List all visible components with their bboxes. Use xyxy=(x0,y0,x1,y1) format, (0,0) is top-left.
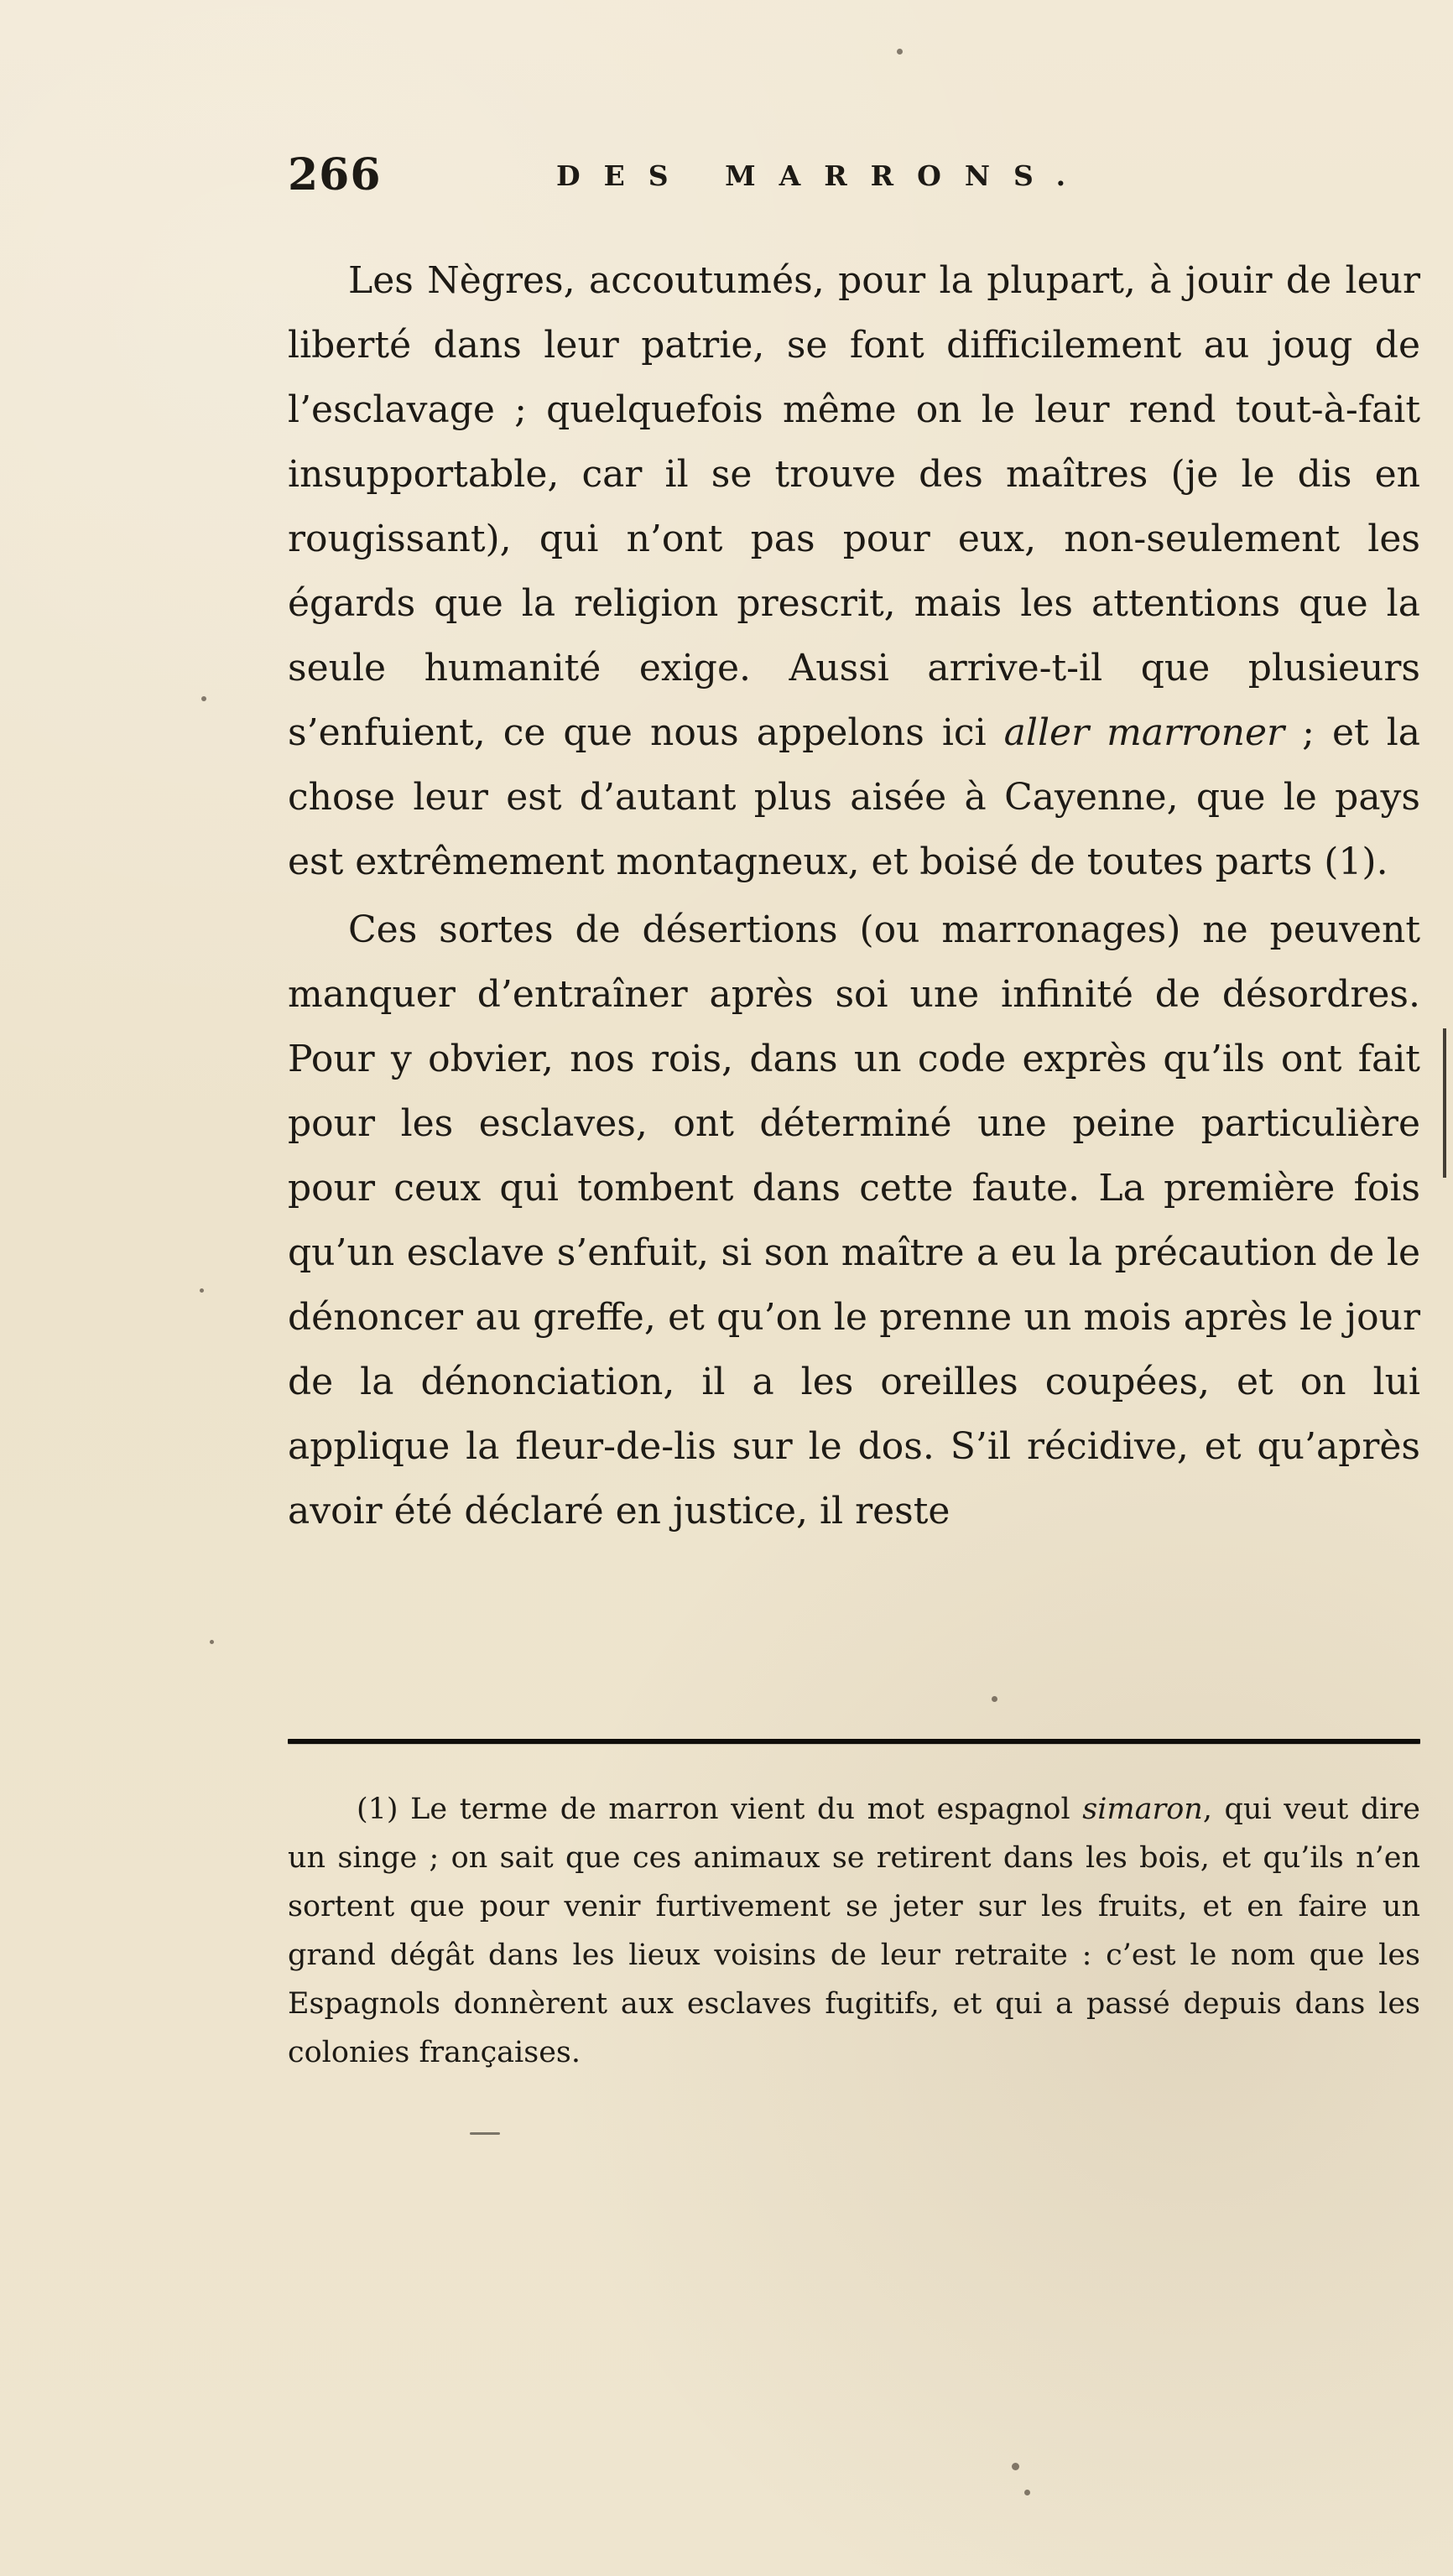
speck-mark xyxy=(897,49,903,55)
main-text xyxy=(288,248,1420,1543)
speck-mark xyxy=(200,1288,204,1293)
footnote-text-before: (1) Le terme de marron vient du mot espagnol xyxy=(357,1793,1083,1826)
speck-mark xyxy=(992,1696,997,1702)
small-rule-mark xyxy=(470,2132,500,2135)
speck-mark xyxy=(201,696,206,701)
page-number: 266 xyxy=(288,149,382,200)
edge-mark xyxy=(1443,1028,1446,1178)
paragraph-1-text-before: Les Nègres, accoutumés, pour la plupart, à jouir de leur liberté dans leur patrie, se font difficilement au joug de l’esclavage ; quelquefois même on le leur rend tout-à-fait insupportable, car il se trouve des maîtres (je le dis en rougissant), qui n’ont pas pour eux, non-seulement les égards que la religion prescrit, mais les attentions que la seule humanité exige. Aussi arrive-t-il que plusieurs s’enfuient, ce que nous appelons ici xyxy=(288,259,1420,754)
footnote-rule xyxy=(288,1739,1420,1744)
paragraph-1-text-after: ; et la chose leur est d’autant plus aisée à Cayenne, que le pays est extrêmement montagneux, et boisé de toutes parts (1). xyxy=(288,711,1420,883)
speck-mark xyxy=(210,1640,214,1644)
running-title: DES MARRONS. xyxy=(556,159,1090,192)
footnote xyxy=(288,1785,1420,2077)
footnote-text-after: , qui veut dire un singe ; on sait que ces animaux se retirent dans les bois, et qu’ils n’en sortent que pour venir furtivement se jeter sur les fruits, et en faire un grand dégât dans les lieux voisins de leur retraite : c’est le nom que les Espagnols donnèrent aux esclaves fugitifs, et qui a passé depuis dans les colonies françaises. xyxy=(288,1793,1420,2069)
speck-mark xyxy=(1012,2463,1019,2470)
speck-mark xyxy=(1024,2490,1030,2495)
paragraph-1 xyxy=(288,248,1420,894)
paragraph-2: Ces sortes de désertions (ou marronages) ne peuvent manquer d’entraîner après soi une infinité de désordres. Pour y obvier, nos rois, dans un code exprès qu’ils ont fait pour les esclaves, ont déterminé une peine particulière pour ceux qui tombent dans cette faute. La première fois qu’un esclave s’enfuit, si son maître a eu la précaution de le dénoncer au greffe, et qu’on le prenne un mois après le jour de la dénonciation, il a les oreilles coupées, et on lui applique la fleur-de-lis sur le dos. S’il récidive, et qu’après avoir été déclaré en justice, il reste xyxy=(288,908,1420,1533)
footnote-italic-word: simaron xyxy=(1082,1793,1203,1826)
paragraph-1-italic-text: aller marroner xyxy=(1003,711,1285,754)
page-header xyxy=(288,144,1420,211)
footnote-paragraph xyxy=(288,1785,1420,2077)
